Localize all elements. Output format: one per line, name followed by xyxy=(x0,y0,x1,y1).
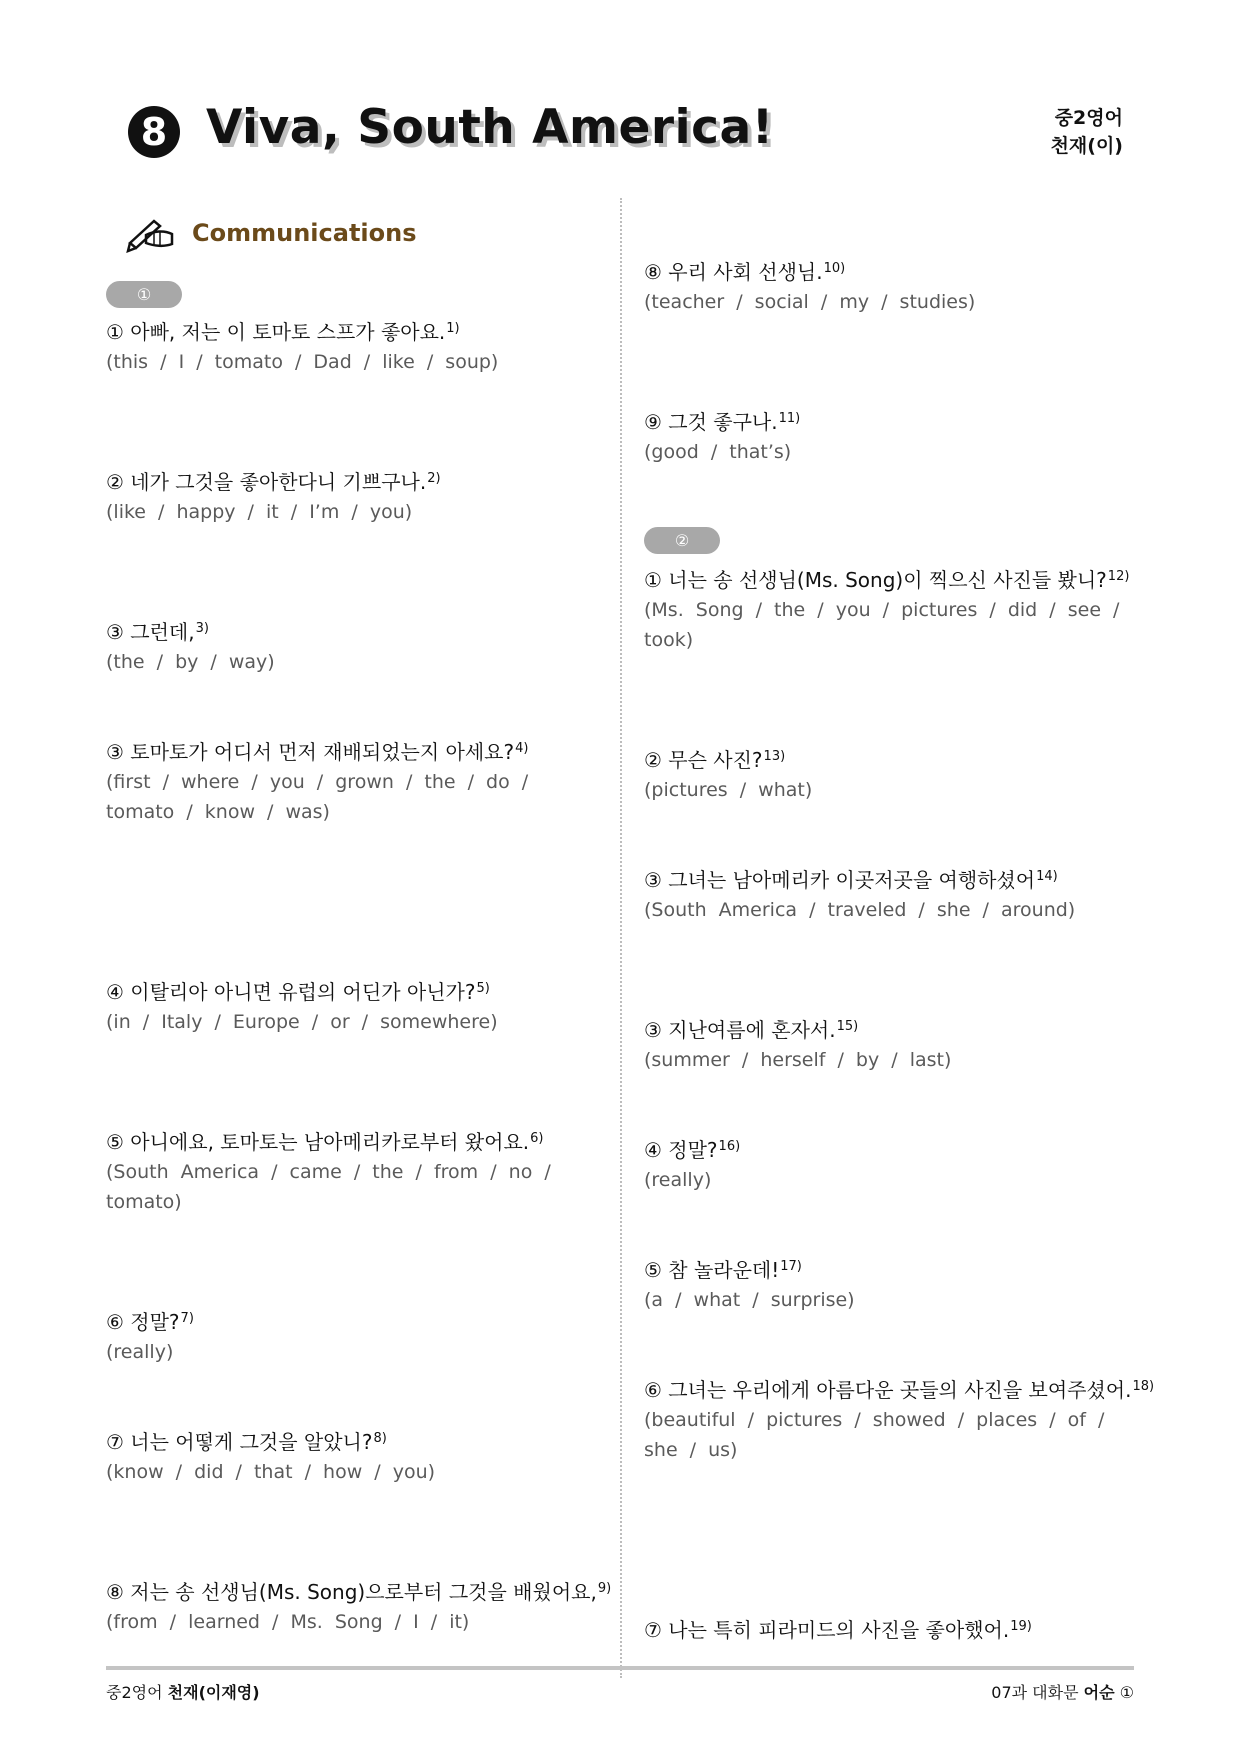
word-hint: (this / I / tomato / Dad / like / soup) xyxy=(106,351,499,373)
section-title: Communications xyxy=(192,219,417,247)
list-item xyxy=(644,1132,1144,1195)
list-item xyxy=(106,1574,612,1637)
footnote-marker: 6) xyxy=(530,1131,544,1146)
word-hint: (South America / traveled / she / around) xyxy=(644,899,1076,921)
korean-sentence: ⑥ 정말? xyxy=(106,1310,180,1334)
footer-rule xyxy=(106,1666,1134,1670)
word-hint: (know / did / that / how / you) xyxy=(106,1461,436,1483)
list-item xyxy=(644,862,1144,925)
footnote-marker: 9) xyxy=(597,1581,612,1596)
word-hint: (good / that’s) xyxy=(644,441,792,463)
lesson-number-badge: 8 xyxy=(128,106,180,158)
word-hint: (the / by / way) xyxy=(106,651,275,673)
footer-publisher: 천재(이재영) xyxy=(167,1683,260,1702)
korean-sentence: ④ 정말? xyxy=(644,1138,718,1162)
list-item xyxy=(644,1612,1144,1645)
korean-sentence: ③ 토마토가 어디서 먼저 재배되었는지 아세요? xyxy=(106,740,515,764)
list-item xyxy=(644,1252,1144,1315)
writing-hand-icon xyxy=(124,213,176,253)
list-item xyxy=(644,742,1144,805)
footnote-marker: 3) xyxy=(195,621,209,636)
footer-type: 어순 xyxy=(1083,1683,1115,1702)
list-item xyxy=(106,314,606,377)
list-item xyxy=(106,1304,606,1367)
word-hint: (a / what / surprise) xyxy=(644,1289,855,1311)
korean-sentence: ③ 그녀는 남아메리카 이곳저곳을 여행하셨어 xyxy=(644,868,1036,892)
word-hint: (really) xyxy=(106,1341,174,1363)
footer-left xyxy=(106,1680,260,1703)
word-hint: (South America / came / the / from / no / tomato) xyxy=(106,1161,551,1213)
footer-right xyxy=(991,1680,1134,1703)
footnote-marker: 5) xyxy=(476,981,490,996)
footnote-marker: 4) xyxy=(515,741,529,756)
group-pill-2: ② xyxy=(644,527,720,554)
footnote-marker: 14) xyxy=(1036,869,1058,884)
footer-page-marker: ① xyxy=(1119,1683,1134,1702)
korean-sentence: ① 너는 송 선생님(Ms. Song)이 찍으신 사진들 봤니? xyxy=(644,568,1107,592)
korean-sentence: ⑧ 우리 사회 선생님. xyxy=(644,260,823,284)
list-item xyxy=(106,974,606,1037)
footnote-marker: 10) xyxy=(823,261,846,276)
korean-sentence: ⑤ 참 놀라운데! xyxy=(644,1258,780,1282)
publisher-label: 천재(이) xyxy=(1050,135,1123,157)
list-item xyxy=(106,614,606,677)
word-hint: (really) xyxy=(644,1169,712,1191)
group-pill-1: ① xyxy=(106,281,182,308)
korean-sentence: ⑧ 저는 송 선생님(Ms. Song)으로부터 그것을 배웠어요, xyxy=(106,1580,597,1604)
word-hint: (beautiful / pictures / showed / places / of / she / us) xyxy=(644,1409,1105,1461)
word-hint: (pictures / what) xyxy=(644,779,813,801)
list-item xyxy=(106,464,606,527)
footnote-marker: 2) xyxy=(427,471,441,486)
korean-sentence: ③ 그런데, xyxy=(106,620,195,644)
korean-sentence: ① 아빠, 저는 이 토마토 스프가 좋아요. xyxy=(106,320,446,344)
section-heading xyxy=(124,213,417,253)
word-hint: (Ms. Song / the / you / pictures / did / see / took) xyxy=(644,599,1120,651)
footnote-marker: 18) xyxy=(1132,1379,1155,1394)
korean-sentence: ⑥ 그녀는 우리에게 아름다운 곳들의 사진을 보여주셨어. xyxy=(644,1378,1132,1402)
footnote-marker: 8) xyxy=(373,1431,387,1446)
word-hint: (first / where / you / grown / the / do / tomato / know / was) xyxy=(106,771,529,823)
korean-sentence: ④ 이탈리아 아니면 유럽의 어딘가 아닌가? xyxy=(106,980,476,1004)
grade-label: 중2영어 xyxy=(1054,107,1123,129)
word-hint: (in / Italy / Europe / or / somewhere) xyxy=(106,1011,498,1033)
list-item xyxy=(106,1424,606,1487)
word-hint: (teacher / social / my / studies) xyxy=(644,291,976,313)
list-item xyxy=(644,1372,1155,1465)
footnote-marker: 16) xyxy=(718,1139,741,1154)
korean-sentence: ⑦ 너는 어떻게 그것을 알았니? xyxy=(106,1430,373,1454)
column-divider xyxy=(620,198,622,1678)
footnote-marker: 7) xyxy=(180,1311,194,1326)
korean-sentence: ⑦ 나는 특히 피라미드의 사진을 좋아했어. xyxy=(644,1618,1010,1642)
footer-grade: 중2영어 xyxy=(106,1683,163,1702)
list-item xyxy=(106,1124,606,1217)
footer-lesson: 07과 대화문 xyxy=(991,1683,1079,1702)
footnote-marker: 11) xyxy=(778,411,801,426)
list-item xyxy=(106,734,606,827)
footnote-marker: 19) xyxy=(1010,1619,1032,1634)
list-item xyxy=(644,1012,1144,1075)
lesson-title: Viva, South America! xyxy=(206,100,774,155)
word-hint: (summer / herself / by / last) xyxy=(644,1049,952,1071)
korean-sentence: ③ 지난여름에 혼자서. xyxy=(644,1018,836,1042)
footnote-marker: 12) xyxy=(1107,569,1130,584)
korean-sentence: ⑨ 그것 좋구나. xyxy=(644,410,778,434)
header-info xyxy=(1051,104,1123,160)
list-item xyxy=(644,254,1144,317)
list-item xyxy=(644,562,1144,655)
footnote-marker: 13) xyxy=(763,749,786,764)
korean-sentence: ② 네가 그것을 좋아한다니 기쁘구나. xyxy=(106,470,427,494)
word-hint: (like / happy / it / I’m / you) xyxy=(106,501,413,523)
word-hint: (from / learned / Ms. Song / I / it) xyxy=(106,1611,470,1633)
list-item xyxy=(644,404,1144,467)
footnote-marker: 17) xyxy=(780,1259,802,1274)
korean-sentence: ② 무슨 사진? xyxy=(644,748,763,772)
footnote-marker: 15) xyxy=(836,1019,859,1034)
korean-sentence: ⑤ 아니에요, 토마토는 남아메리카로부터 왔어요. xyxy=(106,1130,530,1154)
footnote-marker: 1) xyxy=(446,321,460,336)
